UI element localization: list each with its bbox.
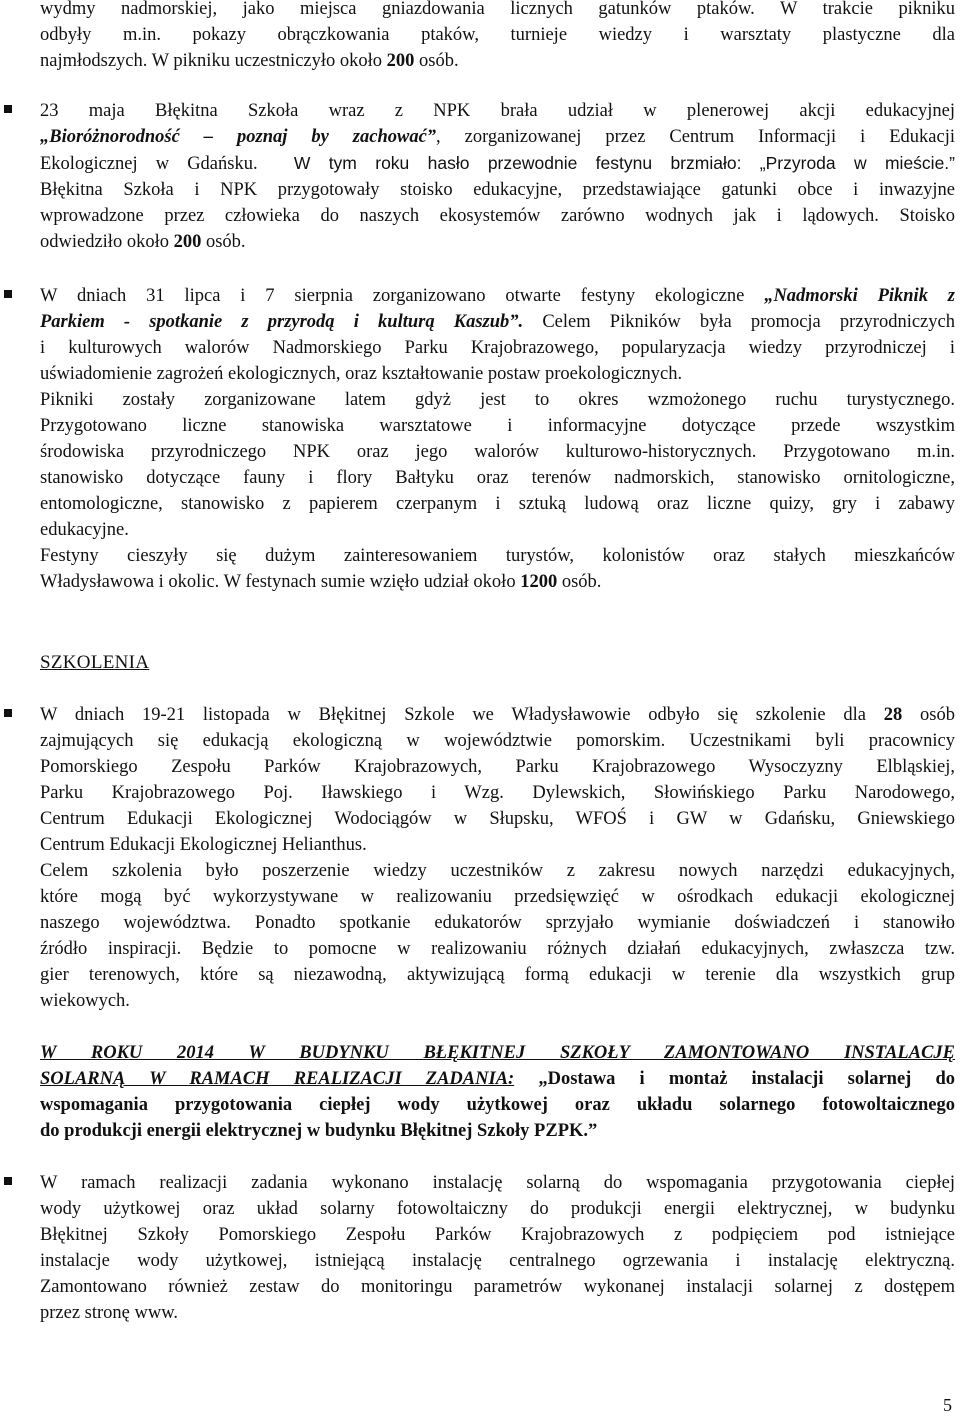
bullet-text [40,283,955,595]
text-line: przez stronę www. [40,1303,179,1323]
text-line: źródło inspiracji. Będzie to pomocne w realizowaniu różnych działań edukacyjnych, zwłaszcza tzw. [40,939,955,959]
text-line: uświadomienie zagrożeń ekologicznych, oraz kształtowanie postaw proekologicznych. [40,364,683,384]
text-line: Zamontowano również zestaw do monitoringu parametrów wykonanej instalacji solarnej z dostępem [40,1277,955,1297]
text-line: wody użytkowej oraz układ solarny fotowoltaiczny do produkcji energii elektrycznej, w budynku [40,1199,955,1219]
bullet-square-icon [4,1177,12,1185]
solar-heading [40,1040,955,1144]
text-line: Parku Krajobrazowego Poj. Iławskiego i Wzg. Dylewskich, Słowińskiego Parku Narodowego, [40,783,955,803]
text-line: edukacyjne. [40,520,129,540]
text-line: Pikniki zostały zorganizowane latem gdyż jest to okres wzmożonego ruchu turystycznego. [40,390,955,410]
bullet-square-icon [4,709,12,717]
heading-line: W ROKU 2014 W BUDYNKU BŁĘKITNEJ SZKOŁY ZAMONTOWANO INSTALACJĘ [40,1043,955,1063]
section-heading: SZKOLENIA [40,652,150,673]
event-title: „Bioróżnorodność – poznaj by zachować” [40,127,437,147]
text-line: najmłodszych. W pikniku uczestniczyło około 200 osób. [40,51,459,71]
bullet-square-icon [4,105,12,113]
text-line: W dniach 31 lipca i 7 sierpnia zorganizowano otwarte festyny ekologiczne „Nadmorski Piknik z [40,286,955,306]
text-line: Festyny cieszyły się dużym zainteresowaniem turystów, kolonistów oraz stałych mieszkańców [40,546,955,566]
text-line: entomologiczne, stanowisko z papierem czerpanym i sztuką ludową oraz liczne quizy, gry i zabawy [40,494,955,514]
text-line: które mogą być wykorzystywane w realizowaniu przedsięwzięć w ośrodkach edukacji ekologicznej [40,887,955,907]
bullet-text [40,98,955,255]
heading-line: do produkcji energii elektrycznej w budynku Błękitnej Szkoły PZPK.” [40,1121,598,1141]
bullet-square-icon [4,290,12,298]
bullet-text [40,702,955,1014]
text-line: Ekologicznej w Gdańsku. W tym roku hasło przewodnie festynu brzmiało: „Przyroda w mieście.” [40,153,955,174]
text-line: Centrum Edukacji Ekologicznej Wodociągów w Słupsku, WFOŚ i GW w Gdańsku, Gniewskiego [40,809,955,829]
page-number: 5 [943,1395,952,1415]
text-line: 23 maja Błękitna Szkoła wraz z NPK brała udział w plenerowej akcji edukacyjnej [40,101,955,121]
text-line: Błękitnej Szkoły Pomorskiego Zespołu Parków Krajobrazowych z podpięciem pod istniejące [40,1225,955,1245]
text-line: Przygotowano liczne stanowiska warsztatowe i informacyjne dotyczące przede wszystkim [40,416,955,436]
bullet-text [40,1170,955,1326]
text-line: Parkiem - spotkanie z przyrodą i kulturą Kaszub”. Celem Pikników była promocja przyrodniczych [40,312,955,332]
heading-line: wspomagania przygotowania ciepłej wody użytkowej oraz układu solarnego fotowoltaicznego [40,1095,955,1115]
heading-line: SOLARNĄ W RAMACH REALIZACJI ZADANIA: „Dostawa i montaż instalacji solarnej do [40,1069,956,1089]
intro-paragraph [40,0,955,74]
text-line: zajmujących się edukacją ekologiczną w województwie pomorskim. Uczestnikami byli pracownicy [40,731,955,751]
text-line: Błękitna Szkoła i NPK przygotowały stoisko edukacyjne, przedstawiające gatunki obce i inwazyjne [40,180,955,200]
text-line: gier terenowych, które są niezawodną, aktywizującą formą edukacji w terenie dla wszystkich grup [40,965,955,985]
text-line: naszego województwa. Ponadto spotkanie edukatorów sprzyjało wymianie doświadczeń i stanowiło [40,913,955,933]
text-line: Centrum Edukacji Ekologicznej Helianthus. [40,835,367,855]
text-line: wydmy nadmorskiej, jako miejsca gniazdowania licznych gatunków ptaków. W trakcie pikniku [40,0,955,19]
text-line: Władysławowa i okolic. W festynach sumie wzięło udział około 1200 osób. [40,572,602,592]
text-line: środowiska przyrodniczego NPK oraz jego walorów kulturowo-historycznych. Przygotowano m.in. [40,442,955,462]
text-line: Pomorskiego Zespołu Parków Krajobrazowych, Parku Krajobrazowego Wysoczyzny Elbląskiej, [40,757,955,777]
text-line: Celem szkolenia było poszerzenie wiedzy uczestników z zakresu nowych narzędzi edukacyjnych, [40,861,955,881]
text-line: odbyły m.in. pokazy obrączkowania ptaków, turnieje wiedzy i warsztaty plastyczne dla [40,25,955,45]
text-line: „Bioróżnorodność – poznaj by zachować”, zorganizowanej przez Centrum Informacji i Edukacji [40,127,955,147]
text-line: wprowadzone przez człowieka do naszych ekosystemów zarówno wodnych jak i lądowych. Stoisko [40,206,955,226]
text-line: instalacje wody użytkowej, istniejącą instalację centralnego ogrzewania i instalację elektryczną. [40,1251,955,1271]
text-line: odwiedziło około 200 osób. [40,232,246,252]
text-line: W dniach 19-21 listopada w Błękitnej Szkole we Władysławowie odbyło się szkolenie dla 28 osób [40,705,956,725]
text-line: wiekowych. [40,991,130,1011]
text-line: i kulturowych walorów Nadmorskiego Parku Krajobrazowego, popularyzacja wiedzy przyrodniczej i [40,338,955,358]
text-line: W ramach realizacji zadania wykonano instalację solarną do wspomagania przygotowania ciepłej [40,1173,955,1193]
text-line: stanowisko dotyczące fauny i flory Bałtyku oraz terenów nadmorskich, stanowisko ornitologiczne, [40,468,955,488]
